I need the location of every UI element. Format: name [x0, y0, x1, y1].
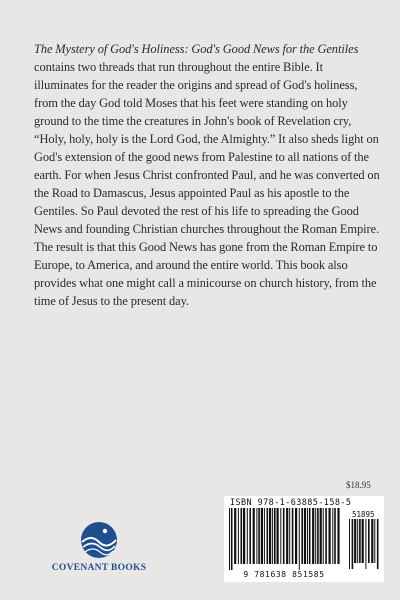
- publisher-name: COVENANT BOOKS: [51, 563, 147, 573]
- barcode-digits: 9 781638 851585: [243, 570, 325, 579]
- ean-barcode-bars: [228, 508, 344, 570]
- publisher-logo: [50, 520, 148, 573]
- isbn-number: ISBN 978-1-63885-158-5: [230, 498, 352, 508]
- isbn-barcode: [224, 496, 384, 582]
- book-title: The Mystery of God's Holiness: God's Good News for the Gentiles: [34, 42, 359, 56]
- back-cover-blurb: [34, 40, 380, 310]
- addon-barcode-bars: [348, 519, 380, 569]
- blurb-body: contains two threads that run throughout the entire Bible. It illuminates for the reader the origins and spread of God's holiness, from the day God told Moses that his feet were standing on holy ground to the time the creatures in John's book of Revelation cry, “Holy, holy, holy is the Lord God, the Almighty.” It also sheds light on God's extension of the good news from Palestine to all nations of the earth. For when Jesus Christ confronted Paul, and he was converted on the Road to Damascus, Jesus appointed Paul as his apostle to the Gentiles. So Paul devoted the rest of his life to spreading the Good News and founding Christian churches throughout the Roman Empire. The result is that this Good News has gone from the Roman Empire to Europe, to America, and around the entire world. This book also provides what one might call a minicourse on church history, from the time of Jesus to the present day.: [34, 60, 380, 308]
- globe-icon: [79, 520, 119, 560]
- price-label: $18.95: [346, 480, 371, 490]
- barcode-addon-digits: 51895: [352, 510, 375, 519]
